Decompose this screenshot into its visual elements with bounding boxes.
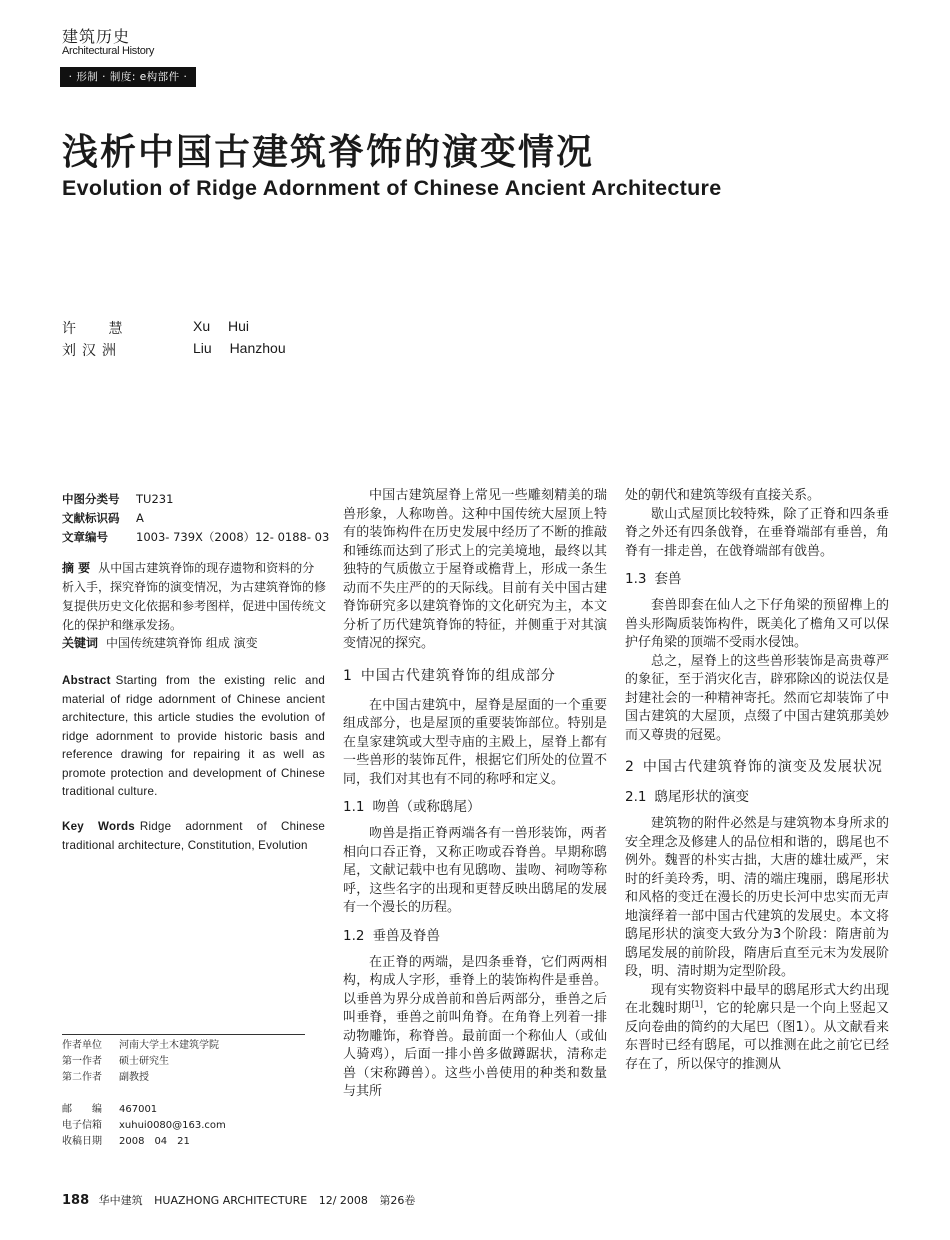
reference-marker[interactable]: [1]	[691, 999, 703, 1009]
body-column-2	[343, 487, 607, 1102]
info-row	[62, 1054, 226, 1070]
section-number: 2	[625, 759, 635, 775]
paragraph: 在正脊的两端，是四条垂脊，它们两两相构，构成人字形，垂脊上的装饰构件是垂兽。以垂兽为界分成兽前和兽后两部分，垂兽之后叫垂脊，垂兽之前叫角脊。在角脊上列着一排动物雕饰，称脊兽。最前面一个称仙人（或仙人骑鸡），后面一排小兽多做蹲踞状，清称走兽（宋称蹲兽）。这些小兽使用的种类和数量与其所	[343, 954, 607, 1099]
subsection-number: 1.3	[625, 571, 647, 587]
paragraph: 吻兽是指正脊两端各有一兽形装饰，两者相向口吞正脊，又称正吻或吞脊兽。早期称鸱尾，文献记载中也有见鸱吻、蚩吻、祠吻等称呼，这些名字的出现和更替反映出鸱尾的发展有一个漫长的历程。	[343, 826, 607, 915]
info-label: 收稿日期	[62, 1136, 102, 1147]
author-1-name-cn: 许 慧	[62, 321, 137, 337]
subsection-heading	[343, 798, 607, 817]
abstract-en-label: Abstract	[62, 674, 111, 687]
keywords-en	[62, 818, 325, 855]
info-value: 河南大学土木建筑学院	[119, 1040, 219, 1051]
paragraph: 总之，屋脊上的这些兽形装饰是高贵尊严的象征，至于消灾化吉，辟邪除凶的说法仅是封建社会的一种精神寄托。然而它却装饰了中国古建筑的大屋顶，点缀了中国古建筑那美妙而又尊贵的冠冕。	[625, 653, 889, 743]
article-title-cn: 浅析中国古建筑脊饰的演变情况	[62, 132, 595, 173]
info-row	[62, 1070, 226, 1086]
section-number: 1	[343, 667, 353, 684]
paragraph: 中国古建筑屋脊上常见一些雕刻精美的瑞兽形象，人称吻兽。这种中国传统大屋顶上特有的装饰构件在历史发展中经历了不断的推敲和锤练而达到了形式上的完美境地，最终以其独特的气质傲立于屋脊或檐背上，形成一条生动而不失庄严的的天际线。目前有关中国古建脊饰研究多以建筑脊饰的文化研究为主，本文分析了历代建筑脊饰的特征，并侧重于对其演变情况的探究。	[343, 488, 607, 651]
page-number: 188	[62, 1193, 90, 1208]
meta-value: 1003- 739X（2008）12- 0188- 03	[136, 530, 330, 544]
info-label: 电子信箱	[62, 1120, 102, 1131]
keywords-cn-text: 中国传统建筑脊饰 组成 演变	[106, 636, 258, 650]
info-row	[62, 1102, 226, 1118]
body-column-3	[625, 487, 889, 1074]
subsection-heading	[343, 927, 607, 946]
info-row	[62, 1038, 226, 1054]
subsection-title: 垂兽及脊兽	[372, 927, 440, 944]
subsection-heading	[625, 788, 889, 807]
meta-row	[62, 509, 329, 528]
info-value: 467001	[119, 1104, 158, 1115]
abstract-cn	[62, 559, 326, 635]
section-title-en: Architectural History	[62, 45, 155, 57]
meta-value: A	[136, 511, 144, 525]
subsection-title: 吻兽（或称鸱尾）	[372, 799, 481, 815]
abstract-en	[62, 672, 325, 802]
subsection-title: 鸱尾形状的演变	[654, 789, 749, 805]
article-title-en: Evolution of Ridge Adornment of Chinese Ancient Architecture	[62, 176, 722, 200]
keywords-en-label: Key Words	[62, 820, 135, 833]
article-meta	[62, 490, 329, 547]
info-label: 邮 编	[62, 1104, 102, 1115]
column-tag: · 形制 · 制度: e构部件 ·	[60, 67, 196, 87]
paragraph	[625, 982, 889, 1075]
paragraph-text: ，它的轮廓只是一个向上竖起又反向卷曲的简约的大尾巴（图1）。从文献看来东晋时已经有鸱尾，可以推测在此之前它已经存在了，所以保守的推测从	[625, 1001, 889, 1072]
divider	[62, 1034, 305, 1035]
keywords-cn	[62, 634, 326, 653]
info-value: 2008 04 21	[119, 1136, 190, 1147]
info-value: 副教授	[119, 1072, 149, 1083]
volume-number: 第26卷	[379, 1194, 416, 1207]
author-1-name-en: Xu Hui	[193, 318, 250, 334]
meta-label: 文章编号	[62, 530, 108, 544]
meta-value: TU231	[136, 492, 174, 506]
section-title: 中国古代建筑脊饰的演变及发展状况	[642, 759, 883, 775]
page-footer	[62, 1192, 423, 1208]
info-label: 第一作者	[62, 1056, 102, 1067]
subsection-number: 1.1	[343, 799, 365, 815]
info-row	[62, 1134, 226, 1150]
meta-row	[62, 490, 329, 509]
section-heading	[625, 757, 889, 778]
journal-name-en: HUAZHONG ARCHITECTURE	[154, 1194, 308, 1207]
info-label: 第二作者	[62, 1072, 102, 1083]
info-row	[62, 1118, 226, 1134]
journal-name-cn: 华中建筑	[98, 1194, 143, 1207]
paragraph: 歇山式屋顶比较特殊，除了正脊和四条垂脊之外还有四条戗脊，在垂脊端部有垂兽，角脊有一排走兽，在戗脊端部有戗兽。	[625, 506, 889, 559]
info-label: 作者单位	[62, 1040, 102, 1051]
paragraph: 处的朝代和建筑等级有直接关系。	[625, 488, 821, 503]
section-title: 中国古代建筑脊饰的组成部分	[360, 667, 556, 684]
section-title-cn: 建筑历史	[62, 27, 131, 46]
subsection-number: 2.1	[625, 789, 647, 805]
subsection-heading	[625, 570, 889, 589]
paragraph: 套兽即套在仙人之下仔角梁的预留榫上的兽头形陶质装饰构件，既美化了檐角又可以保护仔角梁的顶端不受雨水侵蚀。	[625, 598, 889, 650]
subsection-number: 1.2	[343, 927, 365, 944]
issue-number: 12/ 2008	[318, 1194, 368, 1207]
info-value: 硕士研究生	[119, 1056, 169, 1067]
paragraph: 建筑物的附件必然是与建筑物本身所求的安全理念及修建人的品位相和谐的，鸱尾也不例外。魏晋的朴实古拙，大唐的雄壮威严，宋时的纤美玲秀，明、清的端庄瑰丽，鸱尾形状和风格的变迁在漫长的历史长河中忠实而无声地演绎着一部中国古代建筑的发展史。本文将鸱尾形状的演变大致分为3个阶段：隋唐前为鸱尾发展的前阶段，隋唐后直至元末为发展阶段，明、清时期为定型阶段。	[625, 816, 889, 979]
keywords-cn-label: 关键词	[62, 636, 99, 650]
info-value: xuhui0080@163.com	[119, 1120, 226, 1131]
author-2-name-en: Liu Hanzhou	[193, 340, 286, 356]
keywords-en-text: Ridge adornment of Chinese traditional architecture, Constitution, Evolution	[62, 820, 325, 852]
meta-label: 文献标识码	[62, 511, 120, 525]
subsection-title: 套兽	[654, 571, 682, 587]
author-2-name-cn: 刘汉洲	[62, 343, 122, 359]
meta-label: 中图分类号	[62, 492, 120, 506]
abstract-en-text: Starting from the existing relic and material of ridge adornment of Chinese ancient architecture, this article studies the evolution of ridge adornment to provide historic basis and reference drawing for repairing it as well as promote protection and development of Chinese traditional culture.	[62, 674, 325, 798]
abstract-cn-text: 从中国古建筑脊饰的现存遗物和资料的分析入手，探究脊饰的演变情况，为古建筑脊饰的修复提供历史文化依据和参考图样，促进中国传统文化的保护和继承发扬。	[62, 561, 327, 632]
section-heading	[343, 666, 607, 687]
paragraph-text: 现有实物资料中最早的鸱尾形式大约出现在北魏时期	[625, 982, 889, 1016]
author-info	[62, 1038, 226, 1150]
meta-row	[62, 528, 329, 547]
abstract-cn-label: 摘 要	[62, 561, 91, 575]
paragraph: 在中国古建筑中，屋脊是屋面的一个重要组成部分，也是屋顶的重要装饰部位。特别是在皇家建筑或大型寺庙的主殿上，屋脊上都有一些兽形的装饰瓦件，根据它们所处的位置不同，我们对其也有不同的称呼和定义。	[343, 697, 607, 787]
